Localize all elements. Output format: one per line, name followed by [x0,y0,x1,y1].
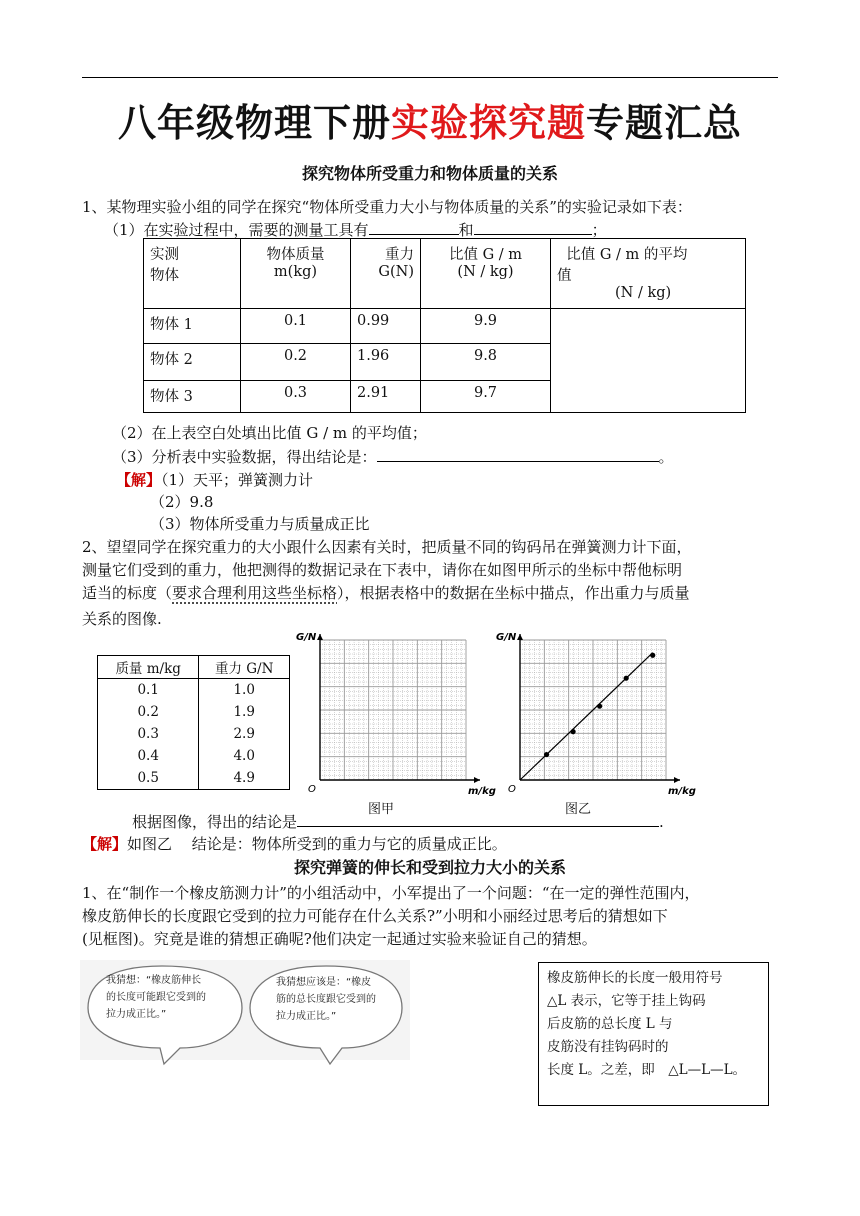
y-axis-label: G/N [496,632,517,643]
answer-blank[interactable] [369,220,459,235]
x-axis-label: m/kg [668,786,696,797]
answer-blank[interactable] [377,447,659,462]
s2-line3: (见框图)。究竟是谁的猜想正确呢?他们决定一起通过实验来验证自己的猜想。 [82,930,597,948]
section1-heading: 探究物体所受重力和物体质量的关系 [301,164,558,183]
q2-line3: 适当的标度（要求合理利用这些坐标格），根据表格中的数据在坐标中描点，作出重力与质量 [82,584,690,602]
th-mass: 质量 m/kg [98,656,199,679]
th-weight: 重力 G/N [214,661,274,677]
table-cell: 0.3 [98,723,199,745]
s2-line1: 1、在“制作一个橡皮筋测力计”的小组活动中，小军提出了一个问题：“在一定的弹性范围内， [82,884,700,902]
caption-yi: 图乙 [565,802,592,817]
q1-answer-3: （3）物体所受重力与质量成正比 [150,515,370,533]
table-cell: 0.99 [351,309,421,344]
table-cell: 0.3 [241,381,351,413]
th-ratio: 比值 G / m (N / kg) [421,239,551,309]
data-point [650,653,655,658]
q1-sub1 [104,219,607,240]
table-cell: 4.0 [233,748,255,764]
origin-label: O [508,784,516,795]
answer-blank[interactable] [297,812,659,827]
data-table-1 [143,238,746,413]
table-cell: 9.7 [421,381,551,413]
q2-conclusion: 根据图像，得出的结论是 . [132,813,664,831]
graph-jia[interactable] [290,628,496,800]
s2-line2: 橡皮筋伸长的长度跟它受到的拉力可能存在什么关系?”小明和小丽经过思考后的猜想如下 [82,907,668,925]
data-point [597,704,602,709]
th-object: 实测 物体 [144,239,241,309]
table-cell: 物体 3 [144,381,241,413]
table-cell: 4.9 [233,770,255,786]
q2-line4: 关系的图像. [82,610,162,628]
table-cell: 1.96 [351,344,421,381]
data-table-2 [97,655,290,790]
q1-answer-2: （2）9.8 [150,493,214,511]
x-arrow [474,777,480,783]
x-axis-label: m/kg [468,786,496,797]
q2-line2: 测量它们受到的重力，他把测得的数据记录在下表中，请你在如图甲所示的坐标中帮他标明 [82,561,683,579]
table-cell: 物体 2 [144,344,241,381]
emphasis-text: 要求合理利用这些坐标格 [172,584,338,602]
table-cell: 0.1 [98,679,199,702]
fit-line [520,653,653,780]
table-cell: 0.1 [241,309,351,344]
table-cell: 2.91 [351,381,421,413]
info-box: 橡皮筋伸长的长度一般用符号 △L 表示，它等于挂上钩码 后皮筋的总长度 L 与 皮筋没有挂钩码时的 长度 L。之差，即 △L—L—L。 [538,962,769,1106]
bubble-xiaoming: 我猜想：“橡皮筋伸长 的长度可能跟它受到的 拉力成正比。” [106,975,206,1020]
q1-sub1-and: 和 [458,221,474,239]
section2-heading: 探究弹簧的伸长和受到拉力大小的关系 [293,858,566,877]
y-axis-label: G/N [296,632,317,643]
table-cell: 0.2 [98,701,199,723]
q1-sub1-text: （1）在实验过程中，需要的测量工具有 [104,221,369,239]
title-highlight: 实验探究题 [390,101,586,145]
header-rule [82,77,778,78]
table-cell: 1.9 [233,704,255,720]
data-point [624,676,629,681]
data-point [570,729,575,734]
graph-yi [490,628,696,800]
th-mass: 物体质量 m(kg) [241,239,351,309]
data-point [544,752,549,757]
q2-answer: 【解】如图乙 结论是：物体所受到的重力与它的质量成正比。 [82,835,507,853]
q1-sub1-end: ； [591,221,607,239]
q1-sub2: （2）在上表空白处填出比值 G / m 的平均值； [112,424,427,442]
q2-line1: 2、望望同学在探究重力的大小跟什么因素有关时，把质量不同的钩码吊在弹簧测力计下面， [82,538,692,556]
q1-stem: 1、某物理实验小组的同学在探究“物体所受重力大小与物体质量的关系”的实验记录如下表： [82,198,692,216]
table-cell: 1.0 [233,682,255,698]
th-average: 比值 G / m 的平均 值 (N / kg) [551,239,746,309]
answer-tag: 【解】 [116,471,162,489]
table-cell: 2.9 [233,726,255,742]
answer-blank[interactable] [474,220,592,235]
table-cell: 0.2 [241,344,351,381]
table-cell: 物体 1 [144,309,241,344]
title-part1: 八年级物理下册 [117,101,391,145]
table-cell: 9.8 [421,344,551,381]
table-cell: 9.9 [421,309,551,344]
answer-tag: 【解】 [82,835,128,853]
th-weight: 重力 G(N) [351,239,421,309]
q1-answer: 【解】（1）天平；弹簧测力计 [116,471,314,489]
origin-label: O [308,784,316,795]
x-arrow [674,777,680,783]
q1-sub3: （3）分析表中实验数据，得出结论是： 。 [112,448,674,466]
y-arrow [517,634,523,640]
title-part3: 专题汇总 [586,101,743,145]
average-blank-cell[interactable] [551,309,746,413]
bubble-xiaoli: 我猜想应该是：“橡皮 筋的总长度跟它受到的 拉力成正比。” [276,977,376,1022]
caption-jia: 图甲 [368,802,395,817]
y-arrow [317,634,323,640]
page-title [0,92,860,147]
table-cell: 0.5 [98,767,199,790]
table-cell: 0.4 [98,745,199,767]
